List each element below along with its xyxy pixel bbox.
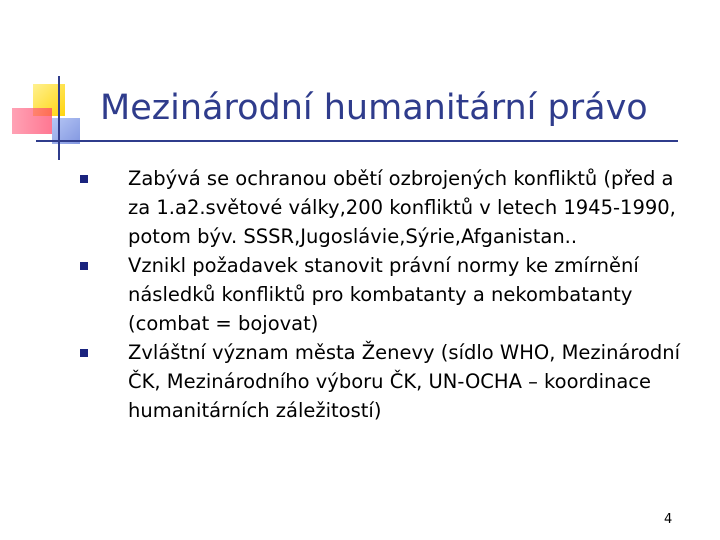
bullet-text: Vznikl požadavek stanovit právní normy ke zmírnění následků konfliktů pro kombatanty a nekombatanty (combat = bojovat) [128, 254, 639, 335]
title-underline [38, 140, 678, 142]
bullet-item [80, 251, 700, 338]
bullet-item [80, 338, 700, 425]
square-bullet-icon [80, 175, 88, 183]
slide-title: Mezinárodní humanitární právo [100, 88, 648, 128]
red-square [12, 108, 52, 134]
page-number: 4 [664, 512, 673, 527]
square-bullet-icon [80, 262, 88, 270]
bullet-text: Zvláštní význam města Ženevy (sídlo WHO, Mezinárodní ČK, Mezinárodního výboru ČK, UN-OCHA – koordinace humanitárních záležitostí) [128, 341, 681, 422]
square-bullet-icon [80, 349, 88, 357]
bullet-list [80, 164, 700, 425]
decorative-squares-graphic [0, 0, 110, 170]
vertical-rule [58, 76, 60, 160]
bullet-text: Zabývá se ochranou obětí ozbrojených konfliktů (před a za 1.a2.světové války,200 konfliktů v letech 1945-1990, potom býv. SSSR,Jugoslávie,Sýrie,Afganistan.. [128, 167, 676, 248]
bullet-item [80, 164, 700, 251]
